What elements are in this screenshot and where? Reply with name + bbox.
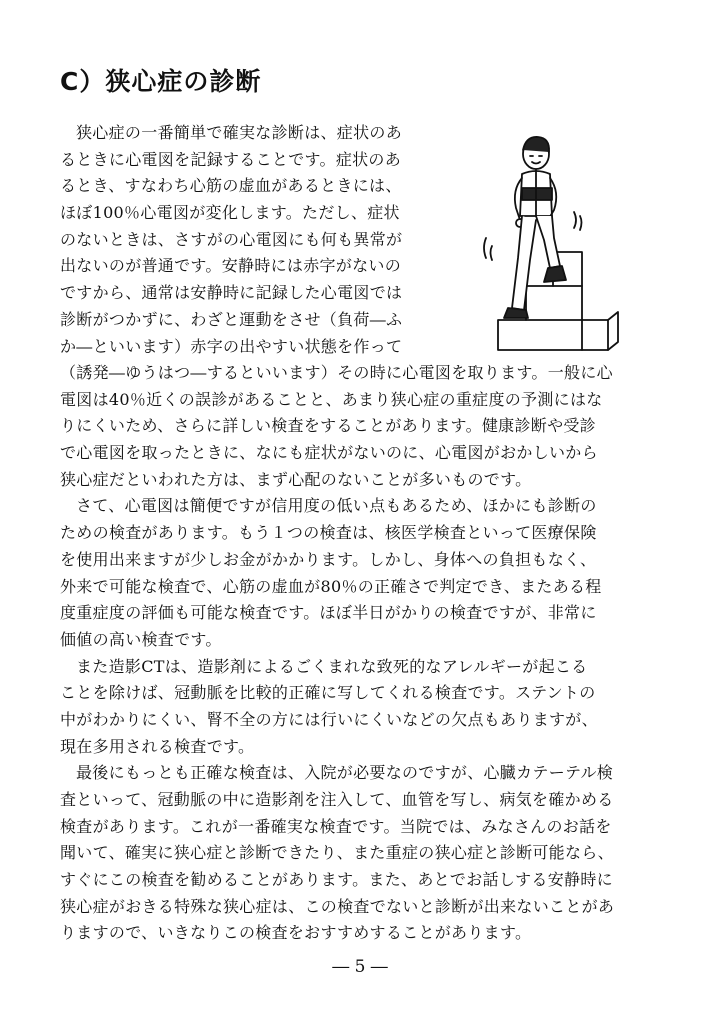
text-line: 最後にもっとも正確な検査は、入院が必要なのですが、心臓カテーテル検 <box>76 763 614 783</box>
text-line: ための検査があります。もう１つの検査は、核医学検査といって医療保険 <box>60 523 597 543</box>
text-line: るときに心電図を記録することです。症状のあ <box>60 149 402 169</box>
text-line: りますので、いきなりこの検査をおすすめすることがあります。 <box>60 923 532 943</box>
text-line: すぐにこの検査を勧めることがあります。また、あとでお話しする安静時に <box>60 870 613 890</box>
text-line: 検査があります。これが一番確実な検査です。当院では、みなさんのお話を <box>60 816 612 836</box>
text-line: を使用出来ますが少しお金がかかります。しかし、身体への負担もなく、 <box>60 549 597 569</box>
text-line: 外来で可能な検査で、心筋の虚血が80％の正確さで判定でき、またある程 <box>60 576 602 596</box>
text-line: 現在多用される検査です。 <box>60 736 255 756</box>
text-line: ことを除けば、冠動脈を比較的正確に写してくれる検査です。ステントの <box>60 683 596 703</box>
text-line: また造影CTは、造影剤によるごくまれな致死的なアレルギーが起こる <box>76 656 588 676</box>
text-line: ほぼ100％心電図が変化します。ただし、症状 <box>60 203 400 223</box>
torso <box>520 170 552 216</box>
body-paragraphs <box>60 360 663 947</box>
text-line: 度重症度の評価も可能な検査です。ほぼ半日がかりの検査ですが、非常に <box>60 603 597 623</box>
text-line: 狭心症がおきる特殊な狭心症は、この検査でないと診断が出来ないことがあ <box>60 896 615 916</box>
text-line: のないときは、さすがの心電図にも何も異常が <box>60 229 403 249</box>
text-line: 価値の高い検査です。 <box>60 629 222 649</box>
page-number: ― 5 ― <box>332 957 388 977</box>
text-line: 中がわかりにくい、腎不全の方には行いにくいなどの欠点もありますが、 <box>60 709 598 729</box>
text-line: か―といいます）赤字の出やすい状態を作って <box>60 336 403 356</box>
intro-paragraph <box>60 120 442 360</box>
text-line: 電図は40％近くの誤診があることと、あまり狭心症の重症度の予測にはな <box>60 389 603 409</box>
text-line: 診断がつかずに、わざと運動をさせ（負荷―ふ <box>60 309 403 329</box>
text-line: 査といって、冠動脈の中に造影剤を注入して、血管を写し、病気を確かめる <box>60 790 614 809</box>
head <box>523 137 549 169</box>
text-line: さて、心電図は簡便ですが信用度の低い点もあるため、ほかにも診断の <box>76 496 597 516</box>
text-line: （誘発―ゆうはつ―するといいます）その時に心電図を取ります。一般に心 <box>60 363 613 382</box>
text-line: 狭心症だといわれた方は、まず心配のないことが多いものです。 <box>60 469 532 489</box>
man-climbing-stairs-illustration <box>478 128 628 353</box>
text-line: で心電図を取ったときに、なにも症状がないのに、心電図がおかしいから <box>60 443 598 463</box>
text-line: 出ないのが普通です。安静時には赤字がないの <box>60 256 402 276</box>
section-title: C）狭心症の診断 <box>60 67 262 96</box>
text-line: 狭心症の一番簡単で確実な診断は、症状のあ <box>76 123 403 142</box>
text-line: りにくいため、さらに詳しい検査をすることがあります。健康診断や受診 <box>60 416 596 436</box>
text-line: ですから、通常は安静時に記録した心電図では <box>60 283 403 303</box>
text-line: 聞いて、確実に狭心症と診断できたり、また重症の狭心症と診断可能なら、 <box>60 843 614 863</box>
text-line: るとき、すなわち心筋の虚血があるときには、 <box>60 176 402 196</box>
